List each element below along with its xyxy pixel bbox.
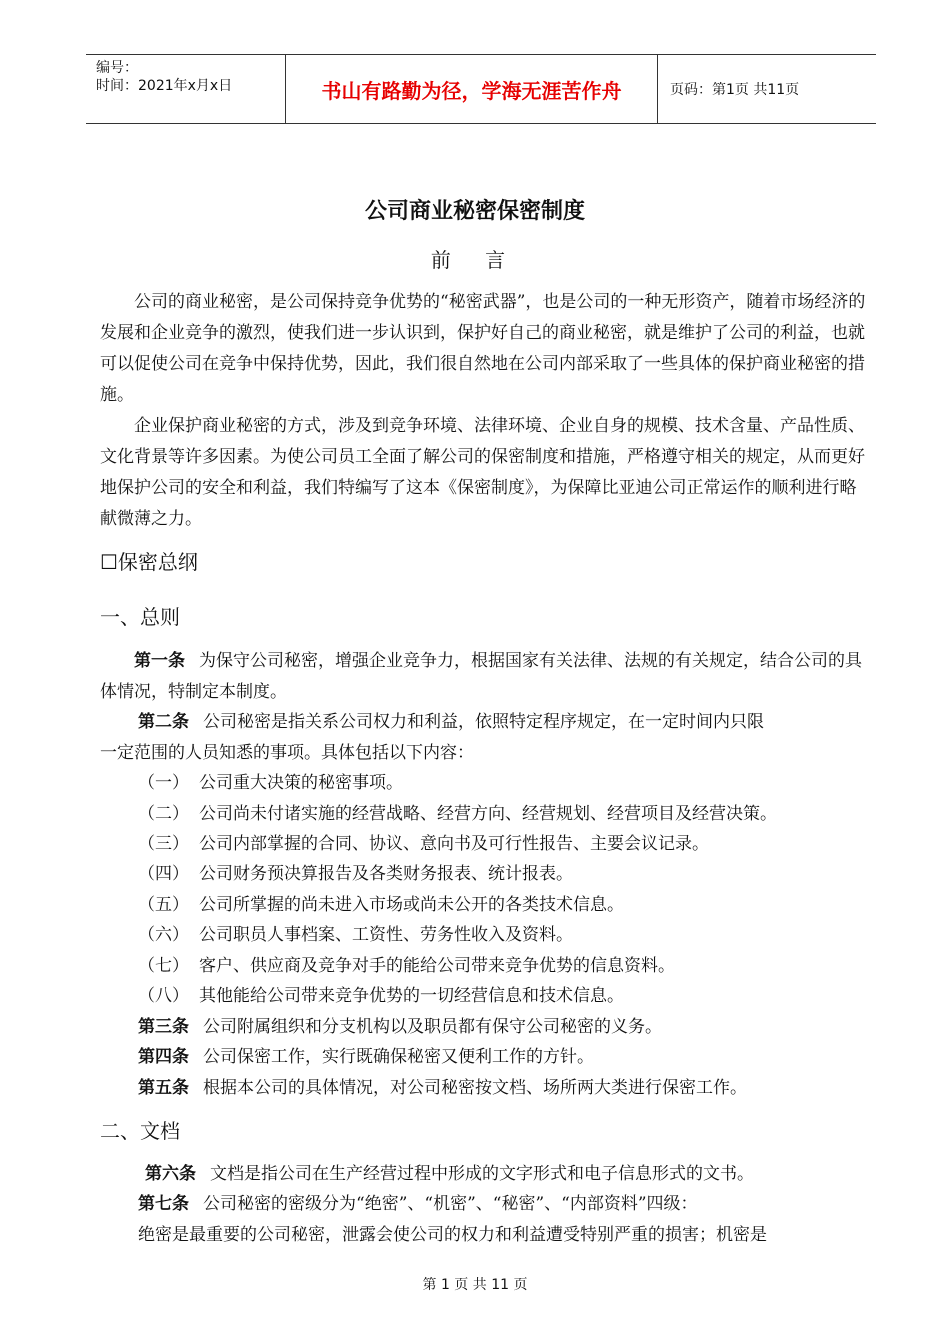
header-motto: 书山有路勤为径，学海无涯苦作舟 [286,55,658,123]
article-7-continued: 绝密是最重要的公司秘密，泄露会使公司的权力和利益遭受特别严重的损害；机密是 [138,1225,767,1245]
article-2-text: 公司秘密是指关系公司权力和利益，依照特定程序规定，在一定时间内只限 [203,712,764,732]
article-2-line-1 [138,710,764,734]
section-2-heading: 二、文档 [100,1119,180,1143]
document-title: 公司商业秘密保密制度 [364,199,585,224]
list-item: （四） 公司财务预决算报告及各类财务报表、统计报表。 [138,864,573,884]
list-item: （六） 公司职员人事档案、工资性、劳务性收入及资料。 [138,925,573,945]
article-2-line-2: 一定范围的人员知悉的事项。具体包括以下内容： [100,743,474,763]
preface-heading: 前 言 [430,248,520,272]
article-7: 第七条 公司秘密的密级分为“绝密”、“机密”、“秘密”、“内部资料”四级： [138,1194,698,1214]
article-1-label: 第一条 [134,651,185,671]
preface-paragraph-2: 企业保护商业秘密的方式，涉及到竞争环境、法律环境、企业自身的规模、技术含量、产品性质、文化背景等许多因素。为使公司员工全面了解公司的保密制度和措施，严格遵守相关的规定，从而更好地保护公司的安全和利益，我们特编写了这本《保密制度》，为保障比亚迪公司正常运作的顺利进行略献微薄之力。 [100,416,865,529]
list-item: （二） 公司尚未付诸实施的经营战略、经营方向、经营规划、经营项目及经营决策。 [138,804,777,824]
preface-paragraph-1: 公司的商业秘密，是公司保持竞争优势的“秘密武器”，也是公司的一种无形资产，随着市场经济的发展和企业竞争的激烈，使我们进一步认识到，保护好自己的商业秘密，就是维护了公司的利益，也就可以促使公司在竞争中保持优势，因此，我们很自然地在公司内部采取了一些具体的保护商业秘密的措施。 [100,292,866,405]
header-meta [86,55,286,123]
list-item: （八） 其他能给公司带来竞争优势的一切经营信息和技术信息。 [138,986,624,1006]
list-item: （一） 公司重大决策的秘密事项。 [138,773,403,793]
list-item: （三） 公司内部掌握的合同、协议、意向书及可行性报告、主要会议记录。 [138,834,709,854]
article-3: 第三条 公司附属组织和分支机构以及职员都有保守公司秘密的义务。 [138,1017,662,1037]
page-header [86,54,876,124]
article-5: 第五条 根据本公司的具体情况，对公司秘密按文档、场所两大类进行保密工作。 [138,1078,747,1098]
article-4: 第四条 公司保密工作，实行既确保秘密又便利工作的方针。 [138,1047,594,1067]
article-1-text: 为保守公司秘密，增强企业竞争力，根据国家有关法律、法规的有关规定，结合公司的具体情况，特制定本制度。 [100,651,862,702]
article-6: 第六条 文档是指公司在生产经营过程中形成的文字形式和电子信息形式的文书。 [145,1164,754,1184]
article-1 [100,646,868,708]
list-item: （五） 公司所掌握的尚未进入市场或尚未公开的各类技术信息。 [138,895,624,915]
outline-heading: ☐保密总纲 [100,550,198,574]
list-item: （七） 客户、供应商及竞争对手的能给公司带来竞争优势的信息资料。 [138,956,675,976]
time-label: 时间：2021年x月x日 [96,78,233,94]
section-1-heading: 一、总则 [100,605,180,629]
number-label: 编号： [96,60,138,76]
header-page-info: 页码：第1页 共11页 [670,82,800,98]
page-footer: 第 1 页 共 11 页 [422,1277,528,1293]
article-2-label: 第二条 [138,712,189,732]
